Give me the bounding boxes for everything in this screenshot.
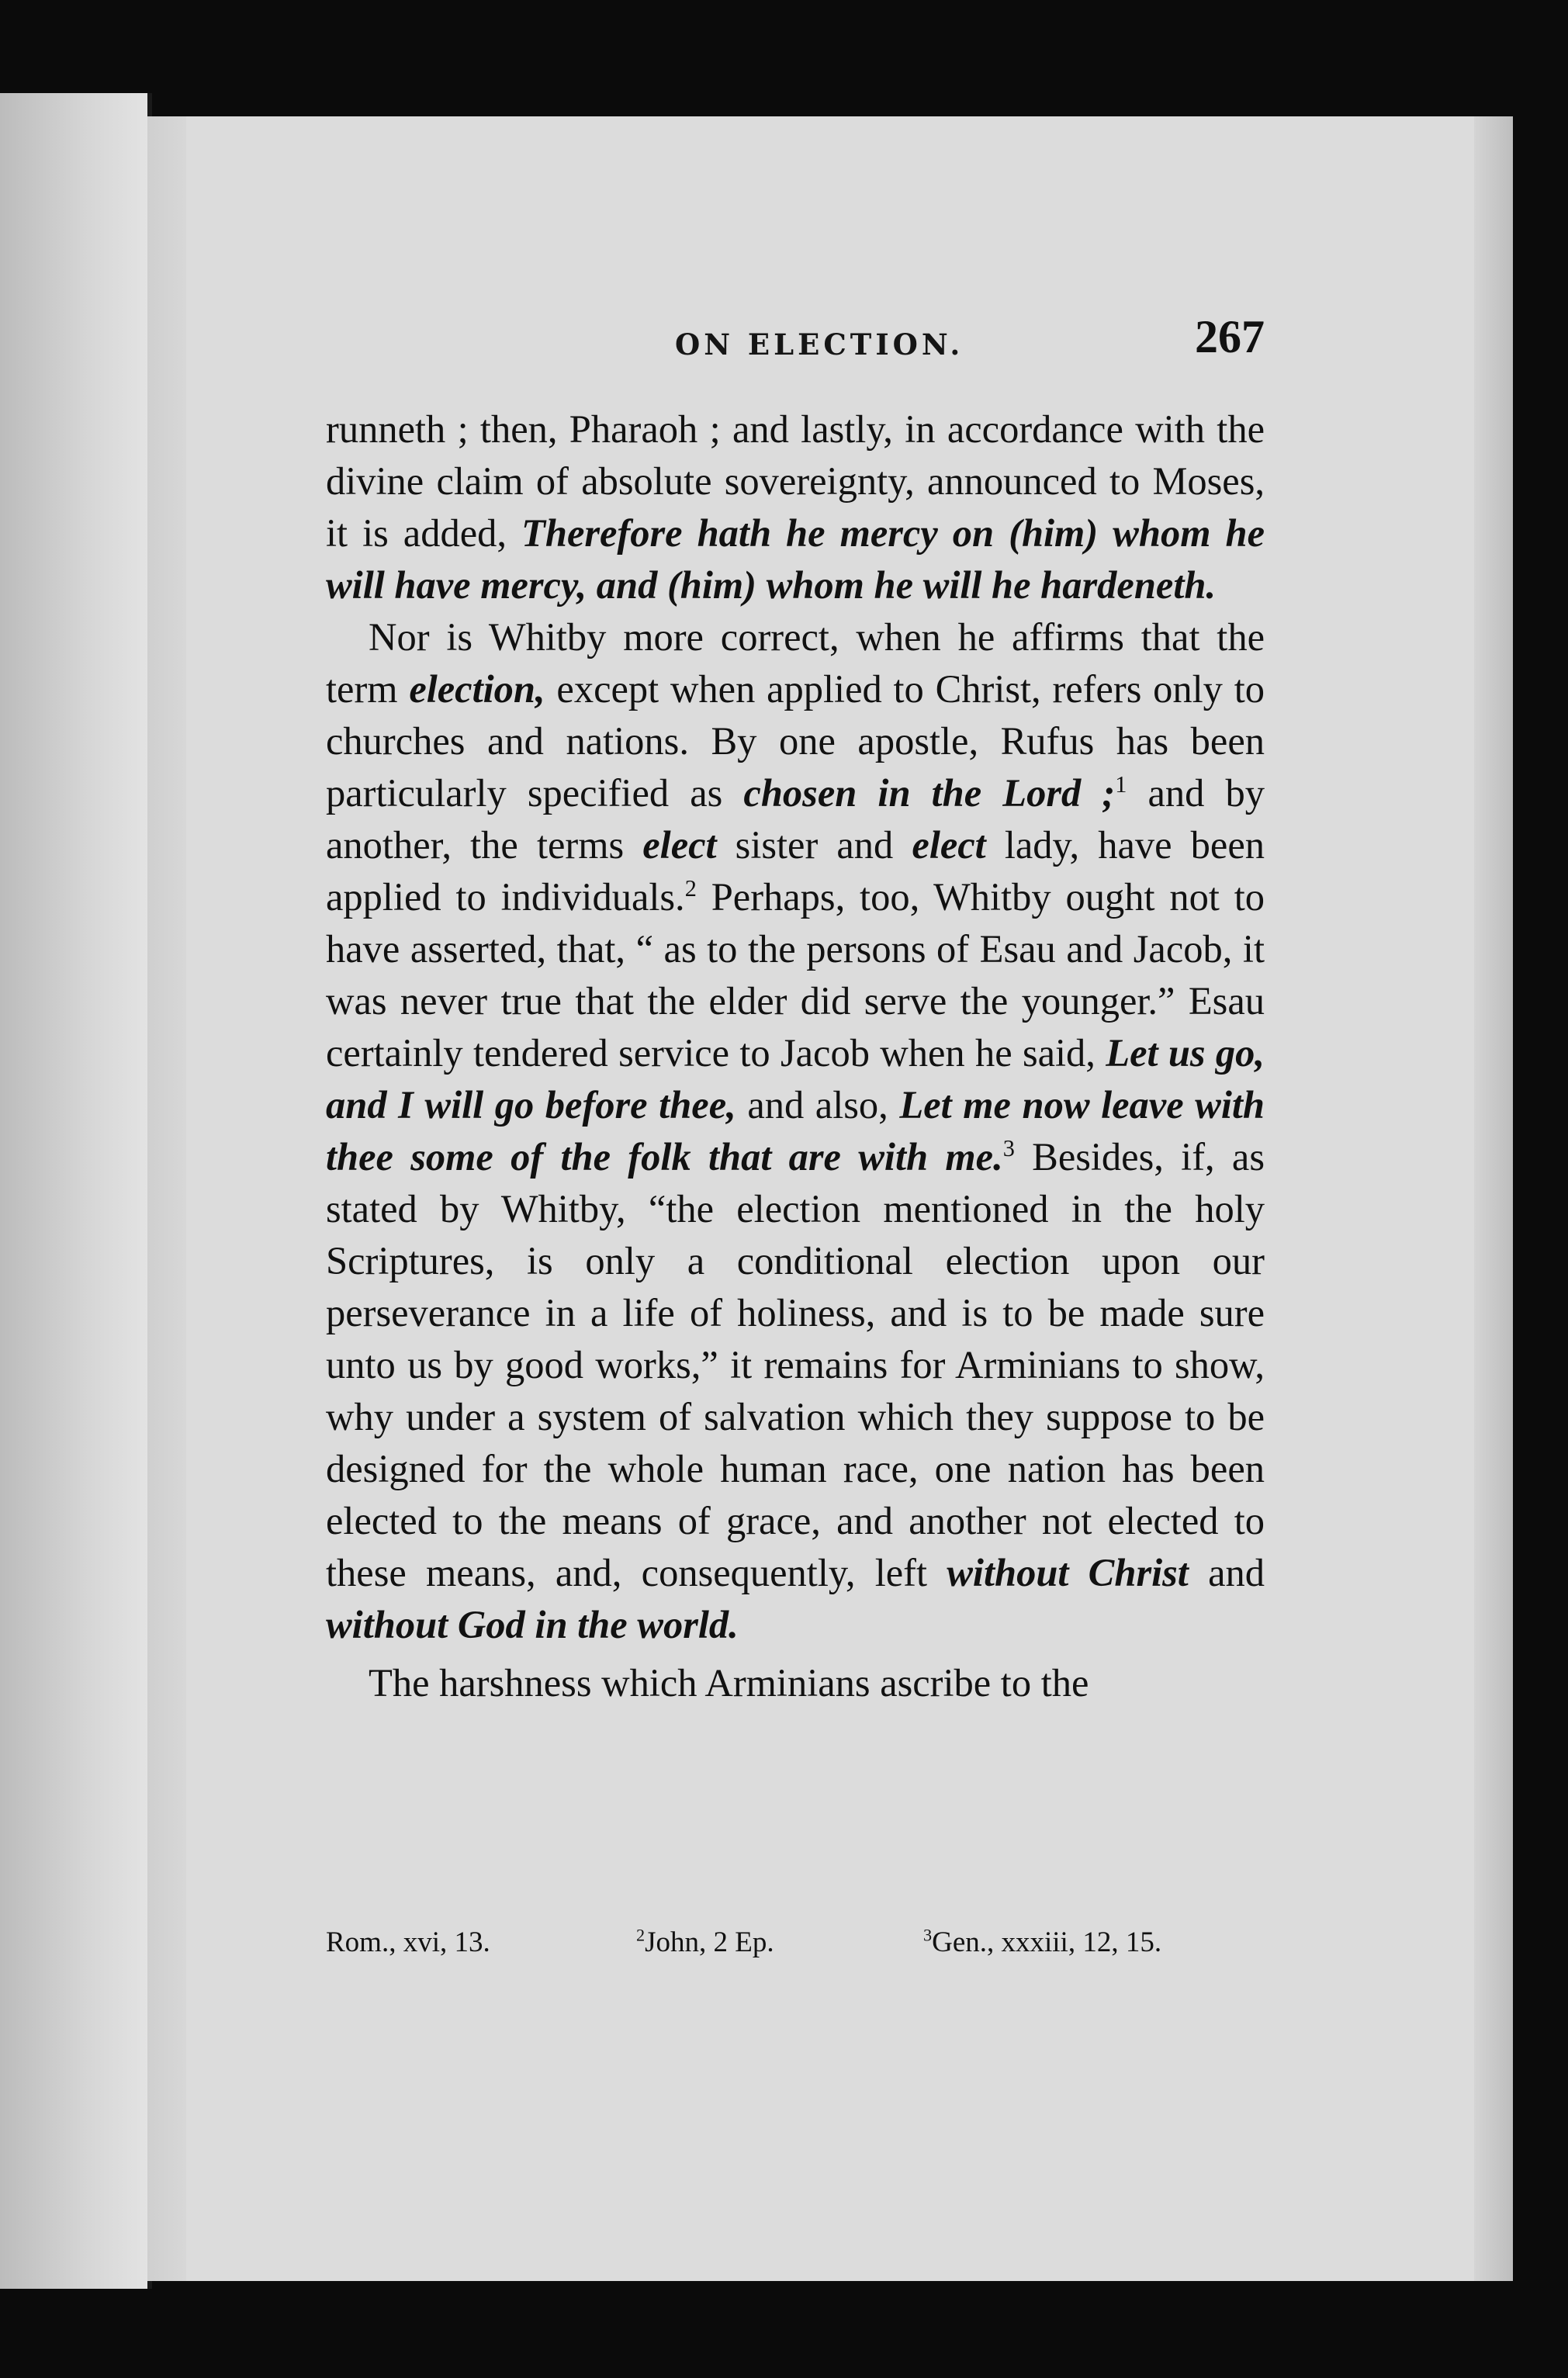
footnote-text: John, 2 Ep. xyxy=(645,1926,774,1958)
footnote-text: Gen., xxxiii, 12, 15. xyxy=(932,1926,1162,1958)
italic-text: without Christ xyxy=(947,1551,1189,1594)
page-number: 267 xyxy=(1195,311,1265,362)
footnote-number: 2 xyxy=(636,1925,646,1945)
text-run: The harshness which Arminians ascribe to the xyxy=(369,1661,1089,1705)
page-right-edge xyxy=(1474,116,1513,2281)
text-run: Nor is Whitby more correct, when he affirms that the term xyxy=(326,615,1265,711)
text-run: except when applied to Christ, refers only to churches and nations. By one apostle, Rufus has been particularly specified as xyxy=(326,667,1265,815)
italic-text: Therefore hath he mercy on (him) whom he will have mercy, and (him) whom he will he hardeneth. xyxy=(326,511,1265,607)
italic-text: elect xyxy=(912,823,986,867)
footnote-3 xyxy=(923,1926,1161,1959)
footnotes xyxy=(326,1926,1265,1972)
paragraph-3 xyxy=(326,1657,1265,1709)
footnote-2 xyxy=(636,1926,774,1959)
italic-text: without God in the world. xyxy=(326,1603,739,1646)
text-run: runneth ; then, Pharaoh ; and lastly, in accordance with the divine claim of absolute sovereignty, announced to Moses, it is added, xyxy=(326,407,1265,555)
footnote-text: Rom., xvi, 13. xyxy=(326,1926,490,1958)
text-run: and xyxy=(1188,1551,1265,1594)
text-run: sister and xyxy=(716,823,912,867)
text-run: and also, xyxy=(736,1083,900,1127)
facing-page-edge xyxy=(0,93,152,2289)
page-header xyxy=(326,310,1265,388)
italic-text: Let me now leave with thee some of the folk that are with me. xyxy=(326,1083,1265,1179)
text-run: Besides, if, as stated by Whitby, “the election mentioned in the holy Scriptures, is only a conditional election upon our perseverance in a life of holiness, and is to be made sure unto us by good works,” it remains for Arminians to show, why under a system of salvation which they suppose to be designed for the whole human race, one nation has been elected to the means of grace, and another not elected to these means, and, consequently, left xyxy=(326,1135,1265,1594)
italic-text: chosen in the Lord ; xyxy=(743,771,1116,815)
footnote-ref: 3 xyxy=(1002,1135,1015,1162)
paragraph-1 xyxy=(326,403,1265,611)
body-text xyxy=(326,403,1265,1709)
italic-text: election, xyxy=(409,667,545,711)
footnote-ref: 1 xyxy=(1115,771,1127,798)
text-run: lady, have been applied to individuals. xyxy=(326,823,1265,919)
footnote-number: 3 xyxy=(923,1925,933,1945)
text-run: and by another, the terms xyxy=(326,771,1265,867)
footnote-1 xyxy=(326,1926,490,1959)
text-run: Perhaps, too, Whitby ought not to have asserted, that, “ as to the persons of Esau and Jacob, it was never true that the elder did serve the younger.” Esau certainly tendered service to Jacob when he said, xyxy=(326,875,1265,1075)
footnote-ref: 2 xyxy=(684,875,697,902)
paragraph-2 xyxy=(326,611,1265,1651)
italic-text: elect xyxy=(642,823,717,867)
running-head: ON ELECTION. xyxy=(675,327,964,362)
italic-text: Let us go, and I will go before thee, xyxy=(326,1031,1265,1127)
